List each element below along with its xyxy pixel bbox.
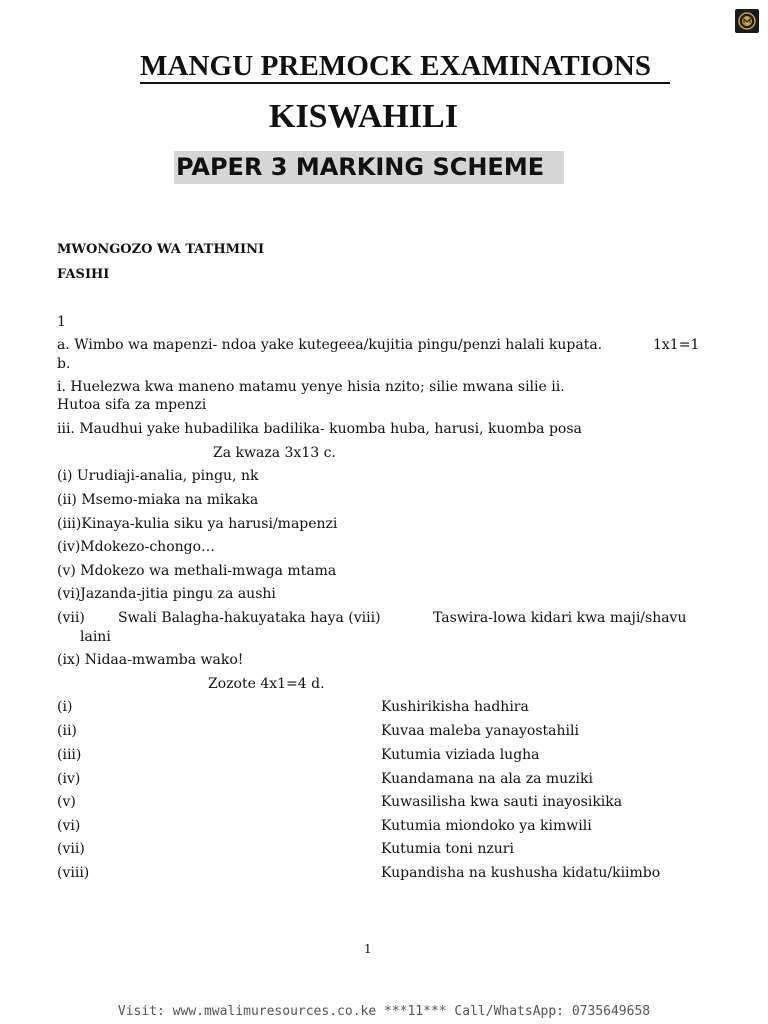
answer-d-row [57, 722, 717, 742]
answer-d-text: Kutumia viziada lugha [381, 747, 540, 763]
answer-d-number: (vi) [57, 818, 81, 834]
answer-c-viii-cont: laini [80, 629, 111, 645]
answer-c-marks: Zozote 4x1=4 d. [208, 676, 325, 692]
page-number: 1 [364, 942, 372, 956]
answer-d-text: Kushirikisha hadhira [381, 699, 529, 715]
question-number: 1 [57, 314, 66, 330]
answer-c-viii-text: Taswira-lowa kidari kwa maji/shavu [433, 610, 687, 626]
answer-c-vii-num: (vii) [57, 610, 85, 626]
subject-title: KISWAHILI [269, 98, 458, 135]
answer-d-number: (ii) [57, 723, 77, 739]
answer-d-row [57, 840, 717, 860]
answer-c-item: (i) Urudiaji-analia, pingu, nk [57, 468, 259, 484]
answer-d-row [57, 770, 717, 790]
answer-d-row [57, 698, 717, 718]
footer-contact: Visit: www.mwalimuresources.co.ke ***11*** Call/WhatsApp: 0735649658 [117, 1004, 651, 1019]
answer-b-label: b. [57, 356, 71, 372]
answer-a: a. Wimbo wa mapenzi- ndoa yake kutegeea/kujitia pingu/penzi halali kupata. [57, 337, 603, 353]
answer-d-number: (i) [57, 699, 73, 715]
section-guide-heading: MWONGOZO WA TATHMINI [57, 242, 265, 257]
answer-c-item: (iii)Kinaya-kulia siku ya harusi/mapenzi [57, 516, 338, 532]
section-part-heading: FASIHI [57, 267, 110, 282]
answer-d-text: Kuvaa maleba yanayostahili [381, 723, 579, 739]
answer-d-text: Kuwasilisha kwa sauti inayosikika [381, 794, 623, 810]
answer-c-item: (iv)Mdokezo-chongo… [57, 539, 216, 555]
answer-c-item: (v) Mdokezo wa methali-mwaga mtama [57, 563, 337, 579]
answer-c-vii-text: Swali Balagha-hakuyataka haya (viii) [118, 610, 381, 626]
m-logo-icon [735, 9, 759, 33]
answer-b-i-cont: Hutoa sifa za mpenzi [57, 397, 207, 413]
answer-b-iii: iii. Maudhui yake hubadilika badilika- kuomba huba, harusi, kuomba posa [57, 421, 582, 437]
answer-d-number: (viii) [57, 865, 90, 881]
answer-a-marks: 1x1=1 [653, 337, 700, 353]
answer-c-item: (vi)Jazanda-jitia pingu za aushi [57, 586, 276, 602]
answer-b-marks: Za kwaza 3x13 c. [213, 445, 336, 461]
answer-c-ix: (ix) Nidaa-mwamba wako! [57, 652, 244, 668]
answer-d-row [57, 746, 717, 766]
answer-d-row [57, 793, 717, 813]
answer-b-i: i. Huelezwa kwa maneno matamu yenye hisia nzito; silie mwana silie ii. [57, 379, 565, 395]
answer-d-text: Kutumia toni nzuri [381, 841, 514, 857]
answer-d-row [57, 864, 717, 884]
answer-c-item: (ii) Msemo-miaka na mikaka [57, 492, 259, 508]
answer-d-row [57, 817, 717, 837]
answer-d-number: (vii) [57, 841, 85, 857]
answer-d-number: (iv) [57, 771, 81, 787]
answer-d-text: Kuandamana na ala za muziki [381, 771, 593, 787]
paper-title: PAPER 3 MARKING SCHEME [174, 151, 564, 184]
exam-title: MANGU PREMOCK EXAMINATIONS [140, 50, 670, 84]
answer-d-text: Kupandisha na kushusha kidatu/kiimbo [381, 865, 661, 881]
answer-d-number: (v) [57, 794, 76, 810]
answer-d-number: (iii) [57, 747, 82, 763]
answer-d-text: Kutumia miondoko ya kimwili [381, 818, 592, 834]
